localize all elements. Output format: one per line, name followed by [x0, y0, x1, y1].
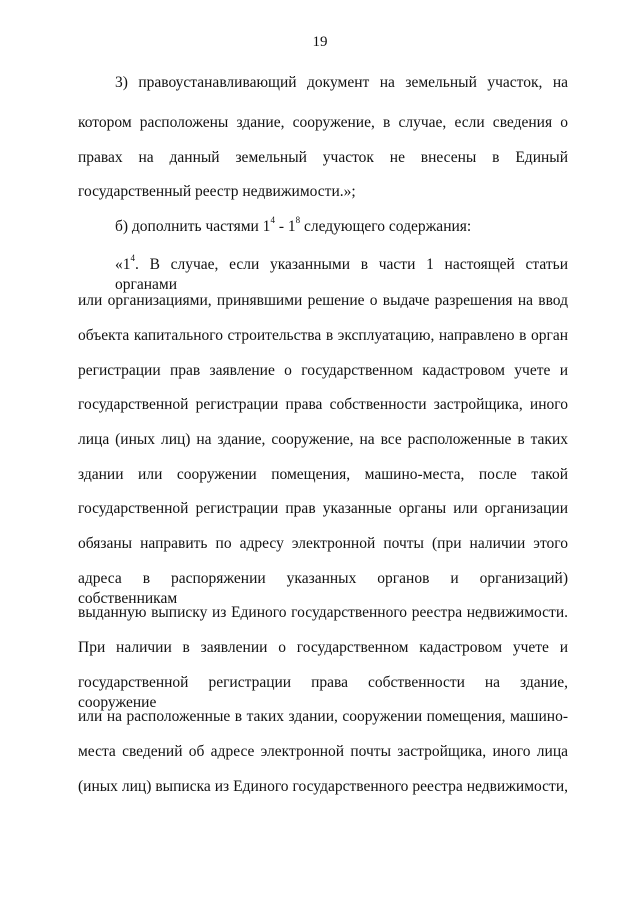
text-line: места сведений об адресе электронной почты застройщика, иного лица	[78, 743, 568, 760]
text-line: «$1^4$. В случае, если указанными в части 1 настоящей статьи органами	[115, 252, 568, 293]
text-line: лица (иных лиц) на здание, сооружение, на все расположенные в таких	[78, 431, 568, 448]
text-line: или на расположенные в таких здании, сооружении помещения, машино-	[78, 708, 568, 725]
text-line: здании или сооружении помещения, машино-места, после такой	[78, 466, 568, 483]
text-line: выданную выписку из Единого государственного реестра недвижимости.	[78, 604, 568, 621]
text-line: При наличии в заявлении о государственном кадастровом учете и	[78, 639, 568, 656]
text-line: регистрации прав заявление о государственном кадастровом учете и	[78, 362, 568, 379]
text-line: б) дополнить частями $1^4 - 1^8$ следующего содержания:	[115, 214, 472, 235]
text-line: объекта капитального строительства в эксплуатацию, направлено в орган	[78, 327, 568, 344]
text-line: государственной регистрации права собственности на здание, сооружение	[78, 674, 568, 711]
text-line: адреса в распоряжении указанных органов и организаций) собственникам	[78, 570, 568, 607]
text-line: правах на данный земельный участок не внесены в Единый	[78, 149, 568, 166]
text-line: котором расположены здание, сооружение, в случае, если сведения о	[78, 114, 568, 131]
text-line: государственной регистрации права собственности застройщика, иного	[78, 396, 568, 413]
text-line: государственной регистрации прав указанные органы или организации	[78, 500, 568, 517]
text-line: или организациями, принявшими решение о выдаче разрешения на ввод	[78, 292, 568, 309]
page-number: 19	[312, 34, 328, 50]
text-line: обязаны направить по адресу электронной почты (при наличии этого	[78, 535, 568, 552]
text-line: (иных лиц) выписка из Единого государственного реестра недвижимости,	[78, 778, 568, 795]
text-line: государственный реестр недвижимости.»;	[78, 183, 356, 200]
text-line: 3) правоустанавливающий документ на земельный участок, на	[115, 74, 568, 91]
